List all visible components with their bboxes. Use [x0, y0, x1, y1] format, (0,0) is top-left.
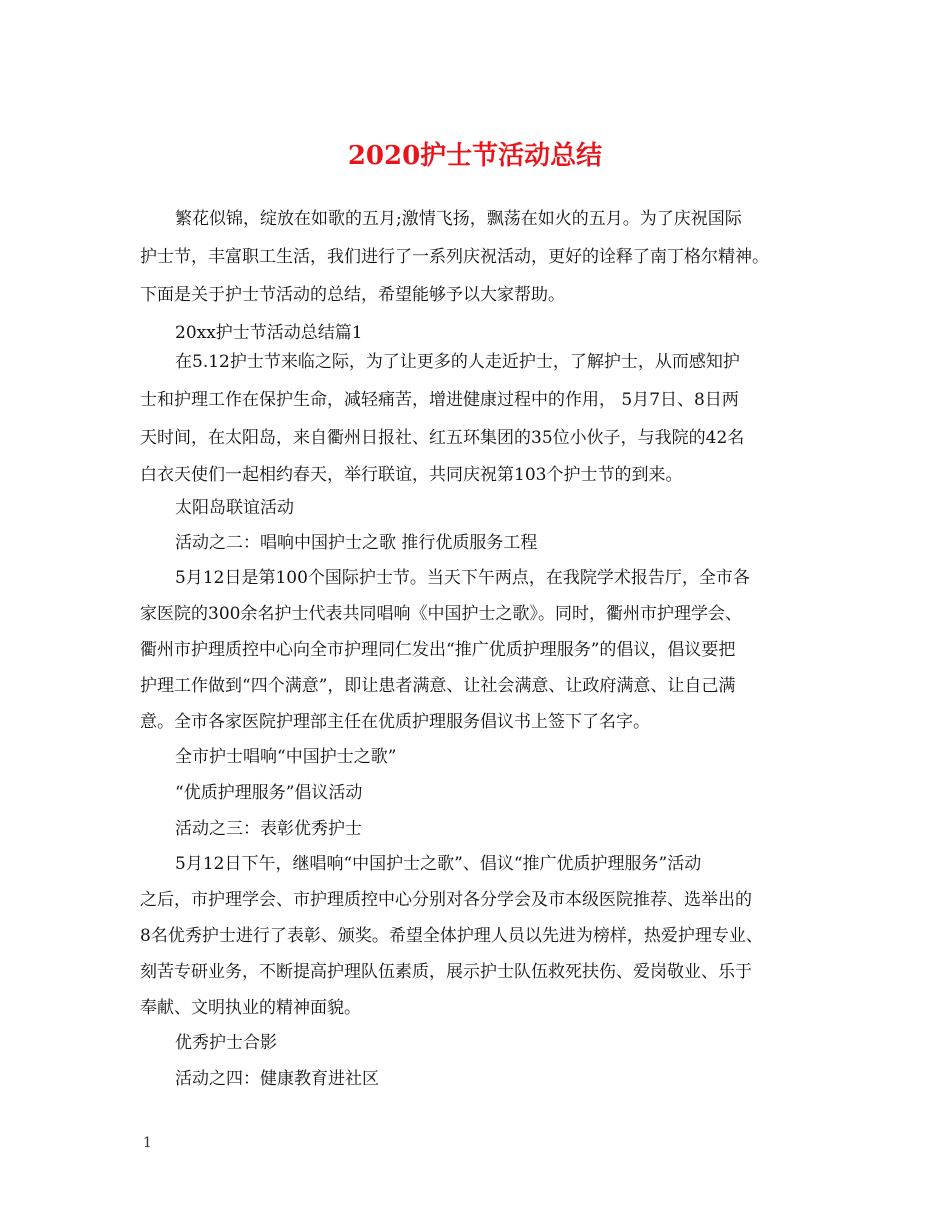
page-number: 1: [143, 1135, 152, 1151]
paragraph-line: 护士节，丰富职工生活，我们进行了一系列庆祝活动，更好的诠释了南丁格尔精神。: [140, 247, 769, 267]
paragraph-line: 白衣天使们一起相约春天，举行联谊，共同庆祝第103个护士节的到来。: [140, 465, 683, 485]
section-heading: 20xx护士节活动总结篇1: [175, 323, 363, 343]
paragraph-line: 5月12日是第100个国际护士节。当天下午两点，在我院学术报告厅，全市各: [175, 568, 750, 588]
paragraph-line: 下面是关于护士节活动的总结，希望能够予以大家帮助。: [140, 285, 565, 305]
paragraph-line: 家医院的300余名护士代表共同唱响《中国护士之歌》。同时，衢州市护理学会、: [140, 604, 742, 624]
paragraph-line: 8名优秀护士进行了表彰、颁奖。希望全体护理人员以先进为榜样，热爱护理专业、: [140, 926, 763, 946]
paragraph-line: 繁花似锦，绽放在如歌的五月;激情飞扬，飘荡在如火的五月。为了庆祝国际: [175, 209, 742, 229]
section-heading: 活动之四：健康教育进社区: [175, 1069, 379, 1089]
paragraph-line: 之后，市护理学会、市护理质控中心分别对各分学会及市本级医院推荐、选举出的: [140, 890, 752, 910]
paragraph-line: 意。全市各家医院护理部主任在优质护理服务倡议书上签下了名字。: [140, 712, 650, 732]
caption-line: 全市护士唱响“中国护士之歌”: [175, 747, 397, 767]
paragraph-line: 衢州市护理质控中心向全市护理同仁发出“推广优质护理服务”的倡议，倡议要把: [140, 640, 736, 660]
paragraph-line: 5月12日下午，继唱响“中国护士之歌”、倡议“推广优质护理服务”活动: [175, 854, 702, 874]
paragraph-line: 护理工作做到“四个满意”，即让患者满意、让社会满意、让政府满意、让自己满: [140, 676, 736, 696]
caption-line: 优秀护士合影: [175, 1033, 277, 1053]
paragraph-line: 在5.12护士节来临之际，为了让更多的人走近护士，了解护士，从而感知护: [175, 352, 740, 372]
caption-line: “优质护理服务”倡议活动: [175, 783, 363, 803]
section-heading: 活动之三：表彰优秀护士: [175, 819, 362, 839]
paragraph-line: 奉献、文明执业的精神面貌。: [140, 998, 361, 1018]
section-heading: 活动之二：唱响中国护士之歌 推行优质服务工程: [175, 533, 538, 553]
paragraph-line: 刻苦专研业务，不断提高护理队伍素质，展示护士队伍救死扶伤、爱岗敬业、乐于: [140, 962, 752, 982]
caption-line: 太阳岛联谊活动: [175, 498, 294, 518]
paragraph-line: 士和护理工作在保护生命，减轻痛苦，增进健康过程中的作用， 5月7日、8日两: [140, 390, 739, 410]
document-title: 2020护士节活动总结: [347, 141, 603, 171]
paragraph-line: 天时间，在太阳岛，来自衢州日报社、红五环集团的35位小伙子，与我院的42名: [140, 428, 745, 448]
